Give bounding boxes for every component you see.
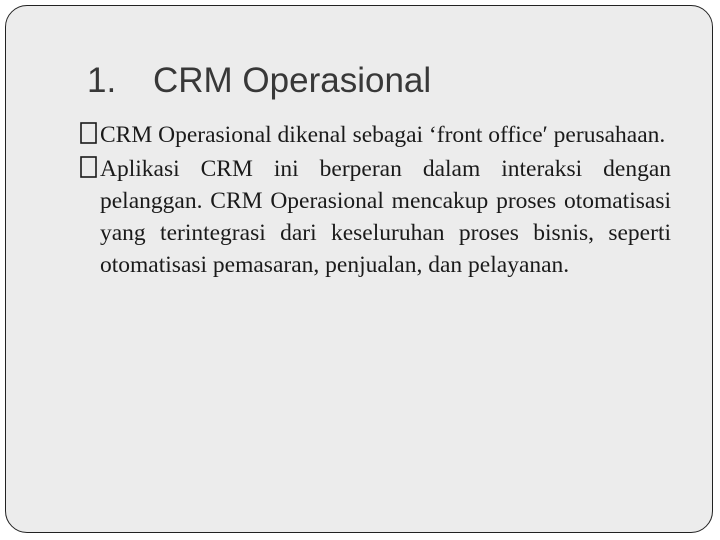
slide-body: [85, 119, 671, 283]
title-number: 1.: [87, 61, 117, 100]
title-text: CRM Operasional: [153, 61, 432, 100]
bullet-item: [85, 119, 671, 151]
bullet-text: Aplikasi CRM ini berperan dalam interaksi dengan pelanggan. CRM Operasional mencakup proses otomatisasi yang terintegrasi dari keseluruhan proses bisnis, seperti otomatisasi pemasaran, penjualan, dan pelayanan.: [100, 156, 671, 278]
missing-glyph-box-icon: [79, 119, 100, 149]
bullet-text: CRM Operasional dikenal sebagai ‘front office′ perusahaan.: [100, 122, 666, 148]
slide-title: [87, 61, 431, 101]
bullet-item: [85, 153, 671, 281]
missing-glyph-box-icon: [79, 153, 100, 183]
